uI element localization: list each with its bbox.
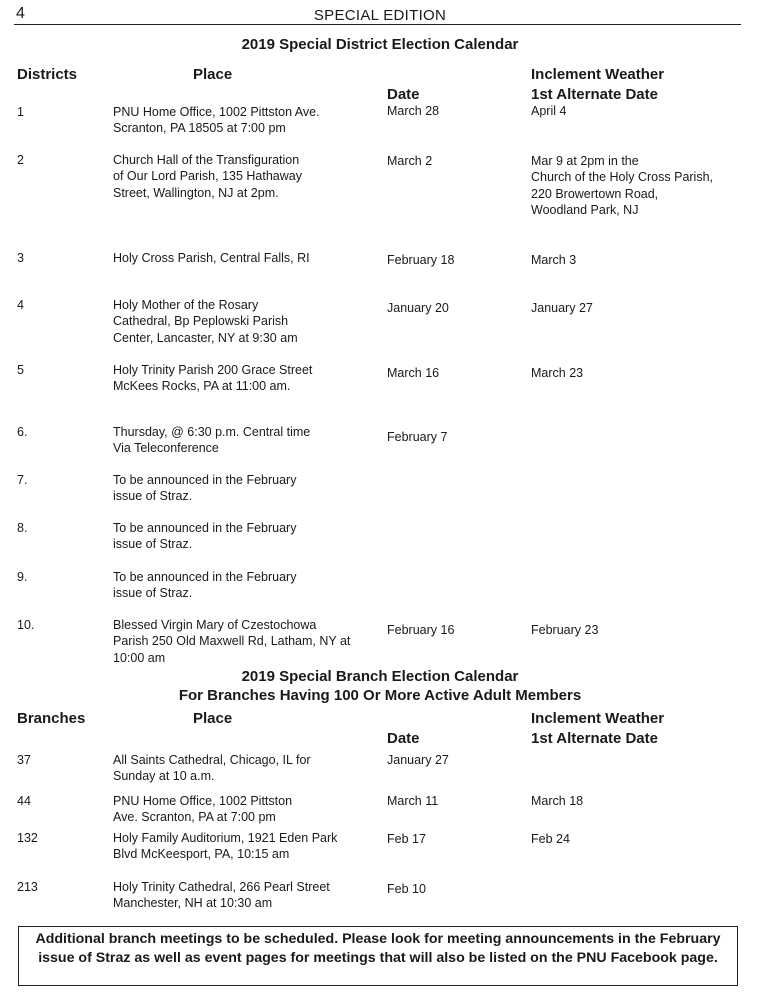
district-date: February 16 bbox=[387, 623, 455, 637]
district-place: To be announced in the February issue of Straz. bbox=[113, 521, 297, 552]
branch-calendar-subtitle: For Branches Having 100 Or More Active Adult Members bbox=[178, 687, 582, 704]
branch-date: March 11 bbox=[387, 794, 439, 808]
branch-place: All Saints Cathedral, Chicago, IL for Sunday at 10 a.m. bbox=[113, 753, 311, 784]
page-number: 4 bbox=[16, 5, 25, 22]
district-alt-date: March 23 bbox=[531, 366, 584, 380]
district-alt-date: February 23 bbox=[531, 623, 599, 637]
district-place: To be announced in the February issue of Straz. bbox=[113, 473, 297, 504]
district-place: Holy Trinity Parish 200 Grace Street McKees Rocks, PA at 11:00 am. bbox=[113, 363, 313, 394]
district-place: Church Hall of the Transfiguration of Our Lord Parish, 135 Hathaway Street, Wallington, NJ at 2pm. bbox=[113, 153, 302, 200]
branch-place: PNU Home Office, 1002 Pittston Ave. Scranton, PA at 7:00 pm bbox=[113, 794, 293, 825]
district-place: PNU Home Office, 1002 Pittston Ave. Scranton, PA 18505 at 7:00 pm bbox=[113, 105, 320, 136]
district-number: 10. bbox=[17, 618, 35, 632]
branch-alt-date: Feb 24 bbox=[531, 832, 570, 846]
district-place: To be announced in the February issue of Straz. bbox=[113, 570, 297, 601]
notice-box bbox=[18, 926, 738, 986]
district-place: Holy Mother of the Rosary Cathedral, Bp Peplowski Parish Center, Lancaster, NY at 9:30 am bbox=[113, 298, 298, 345]
branch-place: Holy Family Auditorium, 1921 Eden Park Blvd McKeesport, PA, 10:15 am bbox=[113, 831, 338, 862]
branch-date: Feb 10 bbox=[387, 882, 426, 896]
district-alt-date: March 3 bbox=[531, 253, 577, 267]
branch-alt-date: March 18 bbox=[531, 794, 584, 808]
col-header-inclement: Inclement Weather bbox=[531, 710, 665, 727]
branch-number: 213 bbox=[17, 880, 38, 894]
branch-number: 132 bbox=[17, 831, 38, 845]
col-header-districts: Districts bbox=[17, 66, 78, 83]
district-number: 9. bbox=[17, 570, 28, 584]
district-place: Holy Cross Parish, Central Falls, RI bbox=[113, 251, 310, 265]
branch-date: Feb 17 bbox=[387, 832, 426, 846]
district-alt-date: Mar 9 at 2pm in the Church of the Holy Cross Parish, 220 Browertown Road, Woodland Park, NJ bbox=[531, 154, 714, 217]
district-date: February 7 bbox=[387, 430, 448, 444]
district-number: 5 bbox=[17, 363, 24, 377]
branch-place: Holy Trinity Cathedral, 266 Pearl Street Manchester, NH at 10:30 am bbox=[113, 880, 330, 911]
running-title: SPECIAL EDITION bbox=[313, 7, 447, 24]
branch-number: 44 bbox=[17, 794, 31, 808]
branch-calendar-title: 2019 Special Branch Election Calendar bbox=[241, 668, 519, 685]
col-header-alternate-date: 1st Alternate Date bbox=[531, 730, 658, 747]
district-place: Thursday, @ 6:30 p.m. Central time Via Teleconference bbox=[113, 425, 311, 456]
col-header-place: Place bbox=[193, 710, 233, 727]
col-header-inclement: Inclement Weather bbox=[531, 66, 665, 83]
district-number: 3 bbox=[17, 251, 24, 265]
district-date: February 18 bbox=[387, 253, 455, 267]
district-number: 7. bbox=[17, 473, 28, 487]
col-header-date: Date bbox=[387, 730, 420, 747]
district-alt-date: January 27 bbox=[531, 301, 593, 315]
district-number: 4 bbox=[17, 298, 24, 312]
district-date: March 28 bbox=[387, 104, 440, 118]
district-number: 2 bbox=[17, 153, 24, 167]
col-header-date: Date bbox=[387, 86, 420, 103]
col-header-alternate-date: 1st Alternate Date bbox=[531, 86, 658, 103]
district-alt-date: April 4 bbox=[531, 104, 567, 118]
branch-date: January 27 bbox=[387, 753, 449, 767]
district-date: March 2 bbox=[387, 154, 433, 168]
col-header-place: Place bbox=[193, 66, 233, 83]
district-date: January 20 bbox=[387, 301, 449, 315]
notice-text: Additional branch meetings to be scheduled. Please look for meeting announcements in the February issue of Straz as well as event pages for meetings that will also be listed on the PNU Facebook page. bbox=[35, 931, 721, 966]
district-date: March 16 bbox=[387, 366, 440, 380]
district-number: 8. bbox=[17, 521, 28, 535]
district-number: 1 bbox=[17, 105, 24, 119]
branch-number: 37 bbox=[17, 753, 31, 767]
district-number: 6. bbox=[17, 425, 28, 439]
district-calendar-title: 2019 Special District Election Calendar bbox=[241, 36, 519, 53]
district-place: Blessed Virgin Mary of Czestochowa Parish 250 Old Maxwell Rd, Latham, NY at 10:00 am bbox=[113, 618, 351, 665]
col-header-branches: Branches bbox=[17, 710, 86, 727]
header-rule bbox=[14, 24, 741, 25]
